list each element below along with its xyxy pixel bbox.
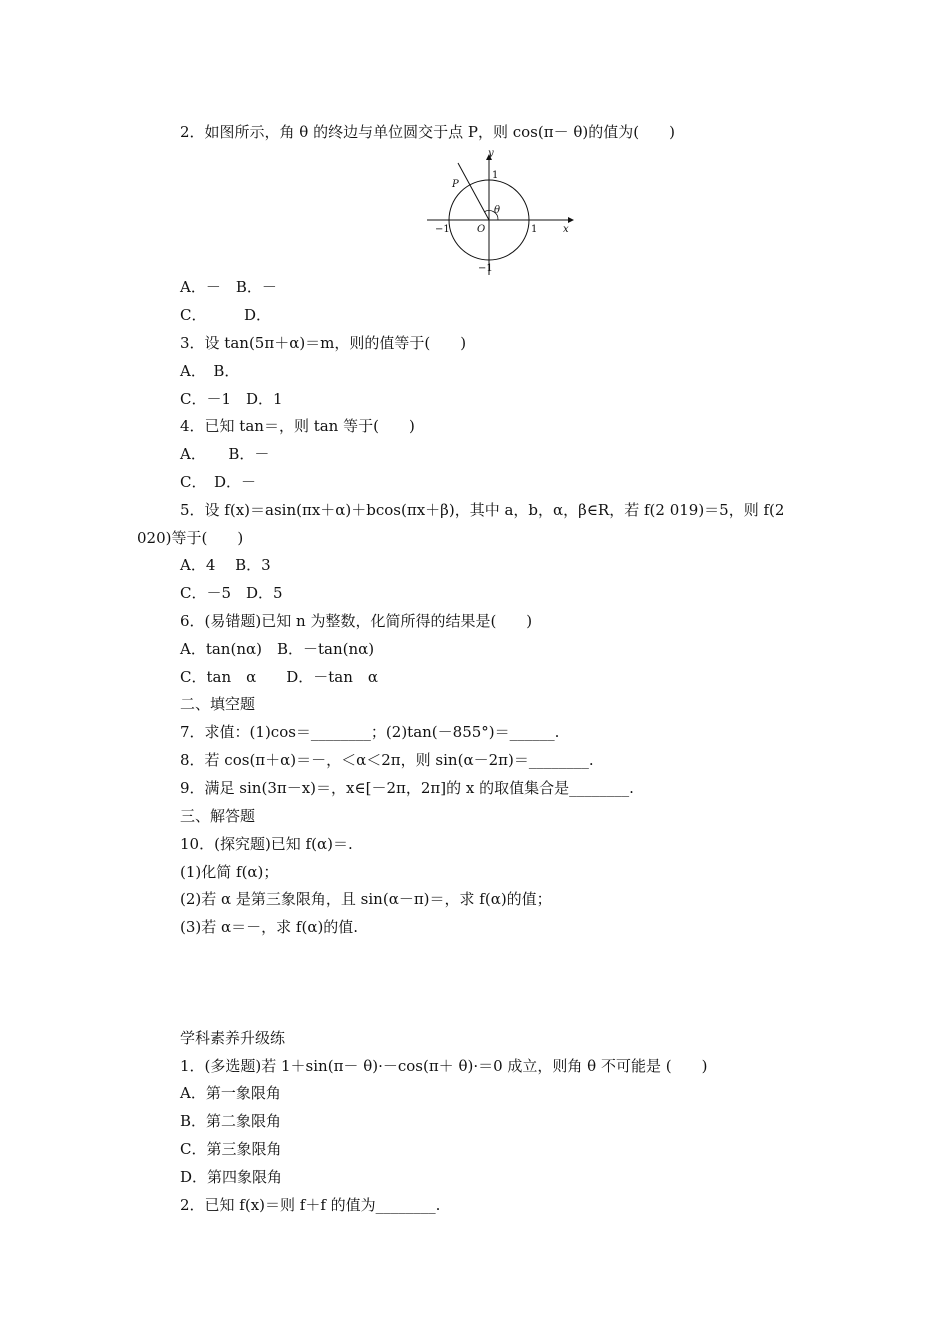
u1-option-c: C．第三象限角	[180, 1140, 282, 1158]
q3-stem: 3．设 tan(5π＋α)＝m，则的值等于( )	[180, 334, 467, 352]
point-p-label: P	[452, 179, 459, 190]
u1-option-a: A．第一象限角	[180, 1084, 281, 1102]
q6-stem: 6．(易错题)已知 n 为整数，化简所得的结果是( )	[180, 612, 533, 630]
q10-part-2: (2)若 α 是第三象限角，且 sin(α－π)＝，求 f(α)的值；	[180, 890, 552, 908]
q2-stem: 2．如图所示，角 θ 的终边与单位圆交于点 P，则 cos(π－ θ)的值为( )	[180, 123, 675, 141]
q4-options-ab: A． B．－	[180, 445, 270, 463]
u1-option-d: D．第四象限角	[180, 1168, 283, 1186]
tick-y-negative: −1	[478, 263, 493, 274]
u2-stem: 2．已知 f(x)＝则 f＋f 的值为________.	[180, 1196, 441, 1214]
q2-options-ab: A．－ B．－	[180, 278, 277, 296]
q5-stem: 5．设 f(x)＝asin(πx＋α)＋bcos(πx＋β)，其中 a，b，α，β∈R，若 f(2 019)＝5，则 f(2 020)等于( )	[137, 501, 785, 547]
y-axis-label: y	[488, 148, 494, 159]
q8-stem: 8．若 cos(π＋α)＝－，＜α＜2π，则 sin(α－2π)＝________.	[180, 751, 594, 769]
x-axis-arrow	[568, 217, 574, 223]
origin-label: O	[477, 224, 486, 235]
q6-options-cd: C．tan α D．－tan α	[180, 668, 379, 686]
q7-stem: 7．求值：(1)cos＝________；(2)tan(－855°)＝______.	[180, 723, 560, 741]
q9-stem: 9．满足 sin(3π－x)＝，x∈[－2π，2π]的 x 的取值集合是________.	[180, 779, 634, 797]
unit-circle-diagram	[422, 150, 572, 276]
q10-part-3: (3)若 α＝－，求 f(α)的值.	[180, 918, 359, 936]
x-axis-label: x	[563, 224, 569, 235]
q10-part-1: (1)化简 f(α)；	[180, 863, 279, 881]
section-fill-in-heading: 二、填空题	[180, 695, 256, 713]
tick-x-positive: 1	[531, 224, 538, 235]
q6-options-ab: A．tan(nα) B．－tan(nα)	[180, 640, 375, 658]
q10-stem: 10．(探究题)已知 f(α)＝.	[180, 835, 353, 853]
section-upgrade-heading: 学科素养升级练	[180, 1029, 286, 1047]
q3-options-cd: C．－1 D．1	[180, 390, 283, 408]
q5-options-ab: A．4 B．3	[180, 556, 271, 574]
q3-options-ab: A． B．	[180, 362, 240, 380]
u1-option-b: B．第二象限角	[180, 1112, 282, 1130]
unit-circle-figure	[422, 150, 572, 276]
tick-x-negative: −1	[435, 224, 450, 235]
u1-stem: 1．(多选题)若 1＋sin(π－ θ)·－cos(π＋ θ)·＝0 成立，则角 θ 不可能是 ( )	[180, 1057, 708, 1075]
theta-label: θ	[494, 205, 501, 216]
q4-stem: 4．已知 tan＝，则 tan 等于( )	[180, 417, 415, 435]
q5-options-cd: C．－5 D．5	[180, 584, 283, 602]
q2-options-cd: C． D．	[180, 306, 272, 324]
q4-options-cd: C． D．－	[180, 473, 257, 491]
tick-y-positive: 1	[492, 170, 499, 181]
section-answer-heading: 三、解答题	[180, 807, 256, 825]
